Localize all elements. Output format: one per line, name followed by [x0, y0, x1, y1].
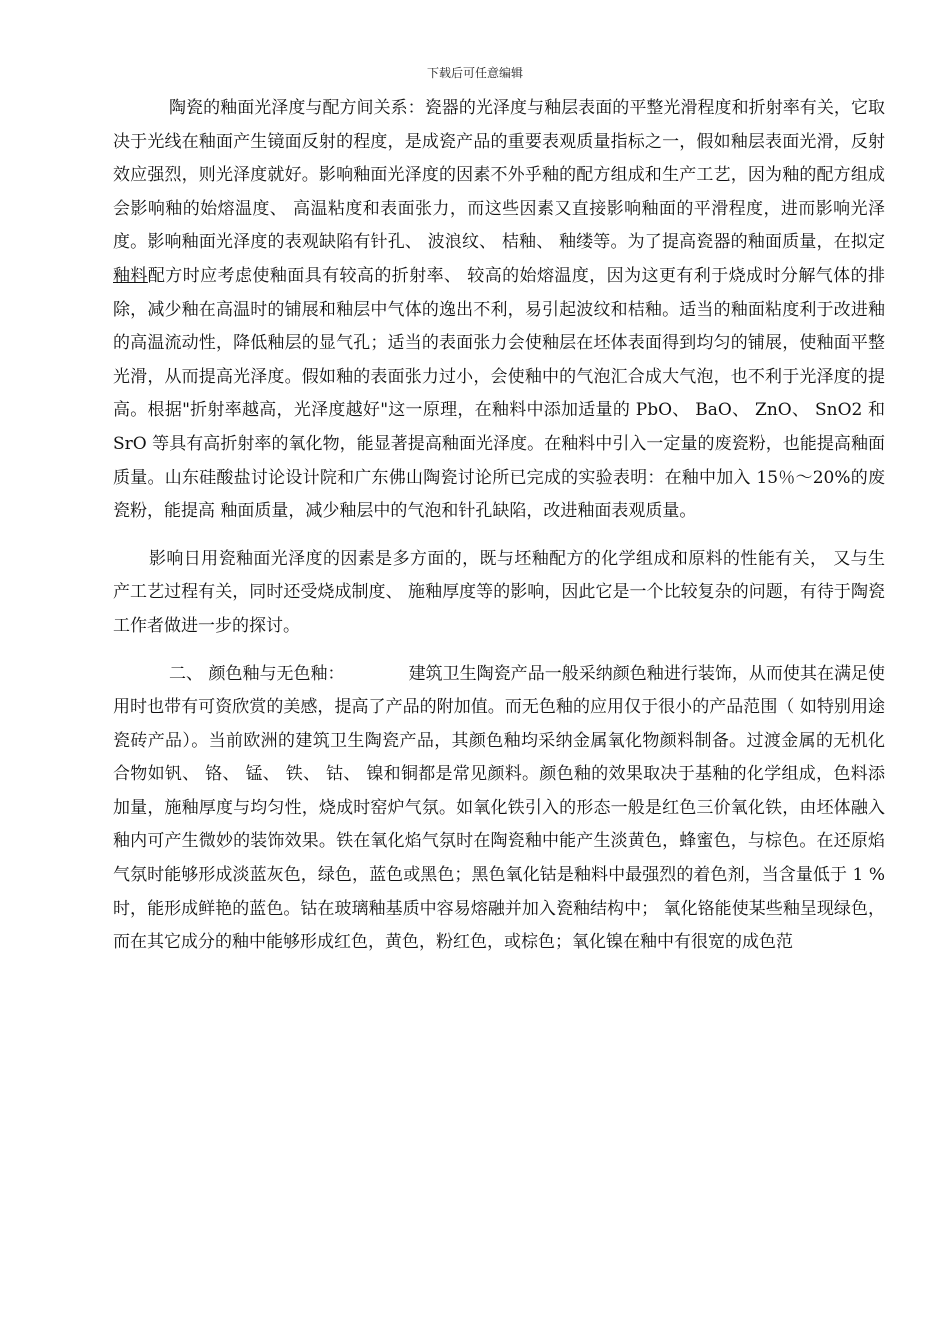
underlined-term-glaze-material: 釉料: [113, 265, 148, 286]
document-body: [113, 92, 885, 960]
paragraph-color-glaze: [113, 658, 885, 960]
paragraph-text: 建筑卫生陶瓷产品一般采纳颜色釉进行装饰，从而使其在满足使用时也带有可资欣赏的美感，提高了产品的附加值。而无色釉的应用仅于很小的产品范围（ 如特别用途瓷砖产品）。当前欧洲的建筑卫生陶瓷产品，其颜色釉均采纳金属氧化物颜料制备。过渡金属的无机化合物如钒、 铬、 锰、 铁、 钴、 镍和铜都是常见颜料。颜色釉的效果取决于基釉的化学组成，色料添加量，施釉厚度与均匀性，烧成时窑炉气氛。如氧化铁引入的形态一般是红色三价氧化铁，由坯体融入釉内可产生微妙的装饰效果。铁在氧化焰气氛时在陶瓷釉中能产生淡黄色，蜂蜜色，与棕色。在还原焰气氛时能够形成淡蓝灰色，绿色，蓝色或黑色；黑色氧化钴是釉料中最强烈的着色剂，当含量低于 1 %时，能形成鲜艳的蓝色。钴在玻璃釉基质中容易熔融并加入瓷釉结构中； 氧化铬能使某些釉呈现绿色，而在其它成分的釉中能够形成红色，黄色，粉红色，或棕色；氧化镍在釉中有很宽的成色范: [113, 663, 886, 953]
paragraph-daily-porcelain: 影响日用瓷釉面光泽度的因素是多方面的，既与坯釉配方的化学组成和原料的性能有关， 又与生产工艺过程有关，同时还受烧成制度、 施釉厚度等的影响，因此它是一个比较复杂的问题，有待于陶瓷工作者做进一步的探讨。: [113, 548, 885, 636]
section-heading-color-glaze: 二、 颜色釉与无色釉：: [169, 663, 345, 684]
page-header: 下载后可任意编辑: [426, 66, 523, 80]
paragraph-text-start: 陶瓷的釉面光泽度与配方间关系：瓷器的光泽度与釉层表面的平整光滑程度和折射率有关，它取决于光线在釉面产生镜面反射的程度，是成瓷产品的重要表观质量指标之一，假如釉层表面光滑，反射效应强烈，则光泽度就好。影响釉面光泽度的因素不外乎釉的配方组成和生产工艺，因为釉的配方组成会影响釉的始熔温度、 高温粘度和表面张力，而这些因素又直接影响釉面的平滑程度，进而影响光泽度。影响釉面光泽度的表观缺陷有针孔、 波浪纹、 桔釉、 釉缕等。为了提高瓷器的釉面质量，在拟定: [113, 98, 885, 253]
paragraph-text-end: 配方时应考虑使釉面具有较高的折射率、 较高的始熔温度，因为这更有利于烧成时分解气体的排除，减少釉在高温时的铺展和釉层中气体的逸出不利，易引起波纹和桔釉。适当的釉面粘度利于改进釉的高温流动性，降低釉层的显气孔；适当的表面张力会使釉层在坯体表面得到均匀的铺展，使釉面平整光滑，从而提高光泽度。假如釉的表面张力过小，会使釉中的气泡汇合成大气泡，也不利于光泽度的提高。根据"折射率越高，光泽度越好"这一原理，在釉料中添加适量的 PbO、 BaO、 ZnO、 SnO2 和 SrO 等具有高折射率的氧化物，能显著提高釉面光泽度。在釉料中引入一定量的废瓷粉，也能提高釉面质量。山东硅酸盐讨论设计院和广东佛山陶瓷讨论所已完成的实验表明：在釉中加入 15％～20%的废瓷粉，能提高 釉面质量，减少釉层中的气泡和针孔缺陷，改进釉面表观质量。: [113, 265, 886, 522]
paragraph-glaze-gloss: [113, 92, 885, 529]
